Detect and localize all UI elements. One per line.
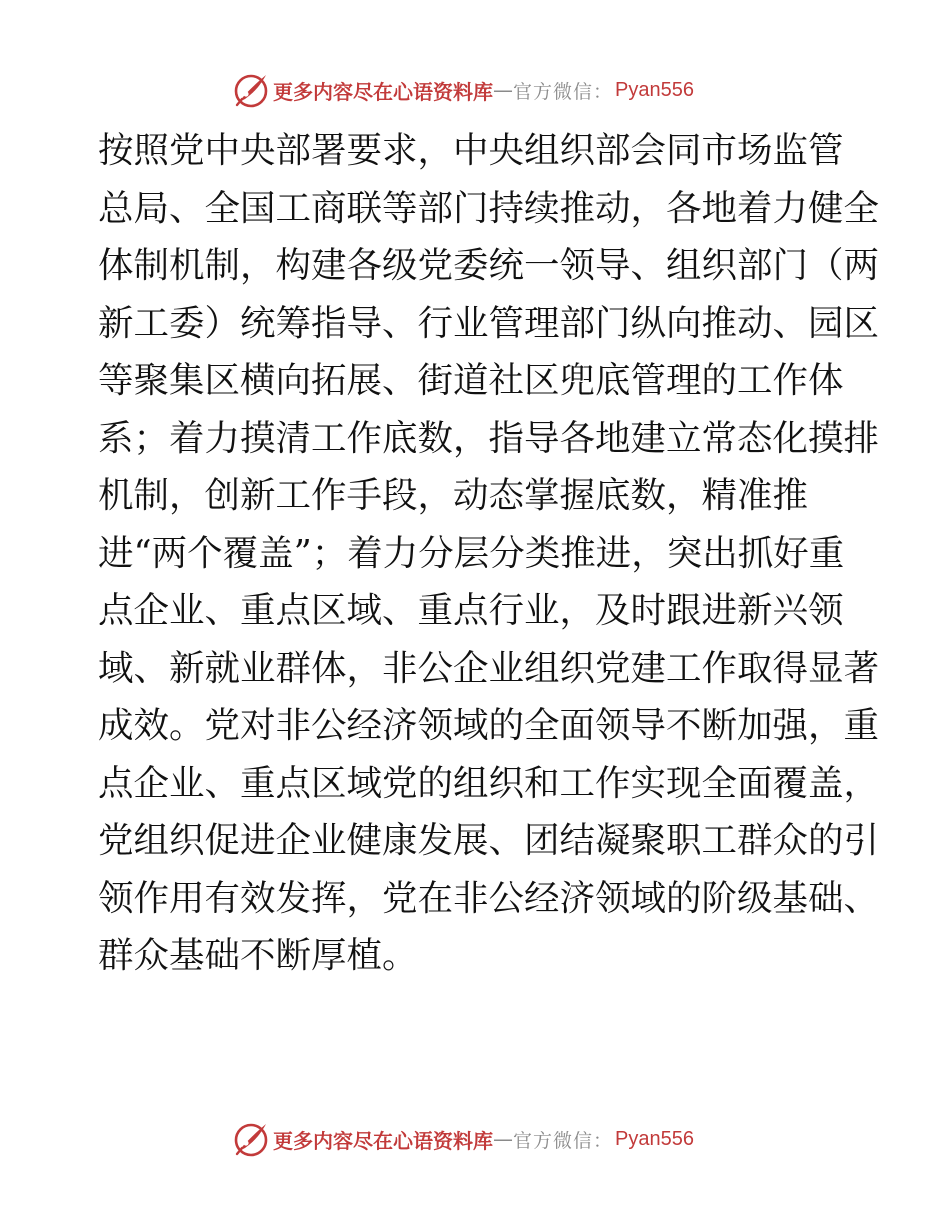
body-line: 点企业、重点区域党的组织和工作实现全面覆盖， (98, 762, 880, 804)
body-line: 领作用有效发挥，党在非公经济领域的阶级基础、 (98, 877, 880, 919)
quill-pen-logo-icon (233, 1121, 269, 1157)
body-line: 体制机制，构建各级党委统一领导、组织部门（两 (98, 245, 880, 286)
banner-wechat-label: 官方微信： (513, 80, 614, 103)
body-line: 域、新就业群体，非公企业组织党建工作取得显著 (98, 647, 880, 689)
body-line: 按照党中央部署要求，中央组织部会同市场监管 (98, 130, 844, 171)
body-line: 总局、全国工商联等部门持续推动，各地着力健全 (98, 187, 880, 229)
body-line: 点企业、重点区域、重点行业，及时跟进新兴领 (98, 590, 844, 631)
banner-wechat-id: Pyan556 (615, 78, 694, 101)
banner-wechat-label: 官方微信： (513, 1129, 614, 1152)
banner-title: 更多内容尽在心语资料库 (273, 79, 493, 104)
document-body (98, 122, 880, 985)
footer-banner (233, 1119, 753, 1159)
body-line: 系；着力摸清工作底数，指导各地建立常态化摸排 (98, 417, 880, 459)
banner-separator: — (493, 1127, 513, 1151)
body-line: 进“两个覆盖”；着力分层分类推进，突出抓好重 (98, 532, 845, 574)
banner-wechat-id: Pyan556 (615, 1127, 694, 1150)
body-line: 机制，创新工作手段，动态掌握底数，精准推 (98, 475, 809, 516)
quill-pen-logo-icon (233, 72, 269, 108)
body-line: 新工委）统筹指导、行业管理部门纵向推动、园区 (98, 302, 880, 344)
body-line: 成效。党对非公经济领域的全面领导不断加强，重 (98, 705, 880, 746)
banner-separator: — (493, 78, 513, 102)
body-line: 党组织促进企业健康发展、团结凝聚职工群众的引 (98, 820, 880, 861)
header-banner (233, 70, 753, 110)
banner-title: 更多内容尽在心语资料库 (273, 1128, 493, 1153)
body-line: 群众基础不断厚植。 (98, 935, 418, 976)
body-line: 等聚集区横向拓展、街道社区兜底管理的工作体 (98, 360, 844, 401)
